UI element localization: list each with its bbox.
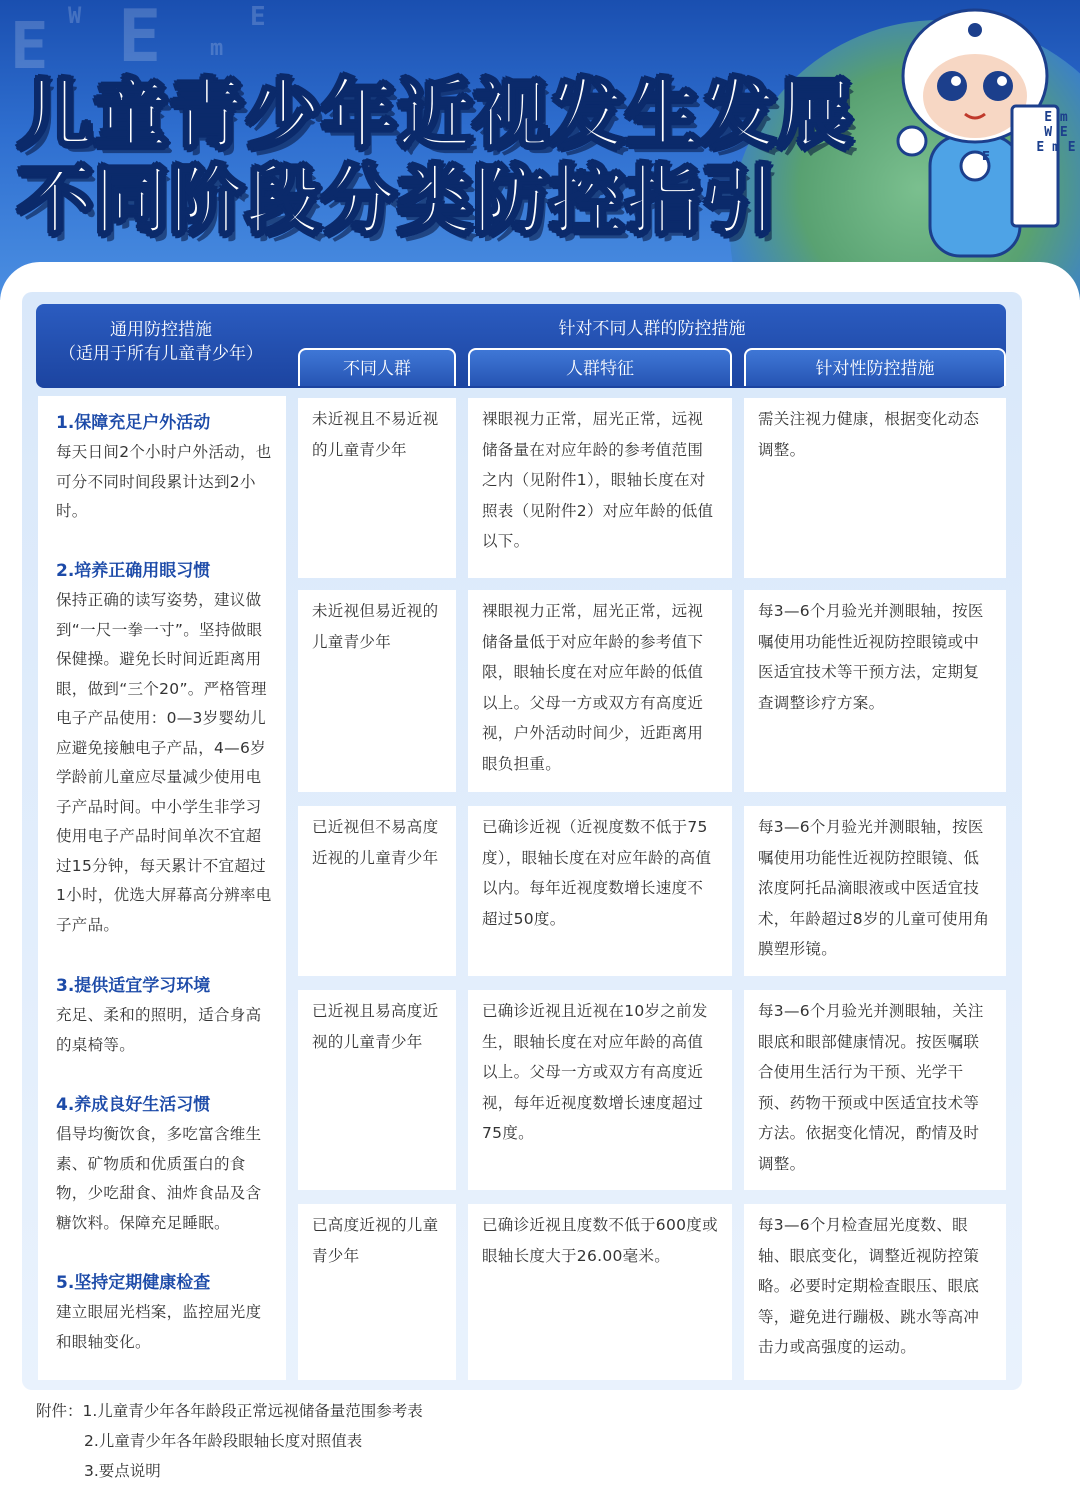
general-measure-item: [56, 556, 272, 940]
eye-chart-text: E m W E E m E: [1036, 110, 1076, 155]
deco-letter: E: [250, 2, 266, 32]
general-measure-body: 每天日间2个小时户外活动，也可分不同时间段累计达到2小时。: [56, 443, 272, 520]
footnote-item: 1.儿童青少年各年龄段正常远视储备量范围参考表: [82, 1402, 423, 1420]
general-measure-item: [56, 971, 272, 1060]
column-header-measure: 针对性防控措施: [744, 348, 1006, 386]
general-measure-title: 4.养成良好生活习惯: [56, 1095, 211, 1115]
general-measure-title: 5.坚持定期健康检查: [56, 1273, 211, 1293]
general-measure-body: 倡导均衡饮食，多吃富含维生素、矿物质和优质蛋白的食物，少吃甜食、油炸食品及含糖饮料。保障充足睡眠。: [56, 1125, 262, 1232]
footnote-item: 2.儿童青少年各年龄段眼轴长度对照值表: [84, 1432, 363, 1450]
deco-letter: m: [210, 36, 224, 61]
deco-letter: E: [118, 0, 162, 78]
table-cell-group: 已高度近视的儿童青少年: [298, 1204, 456, 1380]
general-measure-title: 3.提供适宜学习环境: [56, 976, 211, 996]
table-cell-measure: 每3—6个月验光并测眼轴，按医嘱使用功能性近视防控眼镜或中医适宜技术等干预方法，定期复查调整诊疗方案。: [744, 590, 1006, 792]
general-measure-body: 建立眼屈光档案，监控屈光度和眼轴变化。: [56, 1303, 262, 1351]
header-banner: [0, 0, 1080, 300]
column-header-group: 不同人群: [298, 348, 456, 386]
table-cell-measure: 每3—6个月验光并测眼轴，按医嘱使用功能性近视防控眼镜、低浓度阿托品滴眼液或中医适宜技术，年龄超过8岁的儿童可使用角膜塑形镜。: [744, 806, 1006, 976]
deco-letter: E: [10, 10, 49, 84]
table-cell-feature: 已确诊近视（近视度数不低于75度），眼轴长度在对应年龄的高值以内。每年近视度数增长速度不超过50度。: [468, 806, 732, 976]
table-cell-measure: 每3—6个月验光并测眼轴，关注眼底和眼部健康情况。按医嘱联合使用生活行为干预、光学干预、药物干预或中医适宜技术等方法。依据变化情况，酌情及时调整。: [744, 990, 1006, 1190]
general-measure-title: 2.培养正确用眼习惯: [56, 561, 211, 581]
targeted-measures-header: 针对不同人群的防控措施: [558, 319, 746, 339]
title-line-2: 不同阶段分类防控指引: [18, 158, 778, 244]
attachments-footnote: [36, 1396, 423, 1486]
footnote-label: 附件：: [36, 1402, 83, 1420]
table-cell-feature: 已确诊近视且近视在10岁之前发生，眼轴长度在对应年龄的高值以上。父母一方或双方有高度近视，每年近视度数增长速度超过75度。: [468, 990, 732, 1190]
table-cell-feature: 裸眼视力正常，屈光正常，远视储备量在对应年龄的参考值范围之内（见附件1），眼轴长度在对照表（见附件2）对应年龄的低值以下。: [468, 398, 732, 578]
page-title: [18, 72, 854, 244]
table-cell-feature: 裸眼视力正常，屈光正常，远视储备量低于对应年龄的参考值下限，眼轴长度在对应年龄的低值以上。父母一方或双方有高度近视，户外活动时间少，近距离用眼负担重。: [468, 590, 732, 792]
table-cell-measure: 每3—6个月检查屈光度数、眼轴、眼底变化，调整近视防控策略。必要时定期检查眼压、眼底等，避免进行蹦极、跳水等高冲击力或高强度的运动。: [744, 1204, 1006, 1380]
footnote-item: 3.要点说明: [84, 1462, 161, 1480]
eye-mascot-icon: [890, 6, 1060, 276]
general-measures-header: 通用防控措施 （适用于所有儿童青少年）: [59, 320, 263, 364]
title-line-1: 儿童青少年近视发生发展: [18, 72, 854, 158]
column-header-feature: 人群特征: [468, 348, 732, 386]
general-measure-item: [56, 408, 272, 527]
general-measure-item: [56, 1268, 272, 1357]
table-cell-feature: 已确诊近视且度数不低于600度或眼轴长度大于26.00毫米。: [468, 1204, 732, 1380]
general-measure-body: 保持正确的读写姿势，建议做到“一尺一拳一寸”。坚持做眼保健操。避免长时间近距离用眼，做到“三个20”。严格管理电子产品使用：0—3岁婴幼儿应避免接触电子产品，4—6岁学龄前儿童应尽量减少使用电子产品时间。中小学生非学习使用电子产品时间单次不宜超过15分钟，每天累计不宜超过1小时，优选大屏幕高分辨率电子产品。: [56, 591, 272, 934]
table-cell-group: 未近视且不易近视的儿童青少年: [298, 398, 456, 578]
general-measure-body: 充足、柔和的照明，适合身高的桌椅等。: [56, 1006, 262, 1054]
table-cell-group: 已近视且易高度近视的儿童青少年: [298, 990, 456, 1190]
table-cell-group: 已近视但不易高度近视的儿童青少年: [298, 806, 456, 976]
mascot-badge-letter: E: [981, 149, 991, 163]
general-measure-item: [56, 1090, 272, 1238]
table-cell-group: 未近视但易近视的儿童青少年: [298, 590, 456, 792]
deco-letter: W: [68, 4, 82, 29]
table-cell-measure: 需关注视力健康，根据变化动态调整。: [744, 398, 1006, 578]
general-measure-title: 1.保障充足户外活动: [56, 413, 211, 433]
